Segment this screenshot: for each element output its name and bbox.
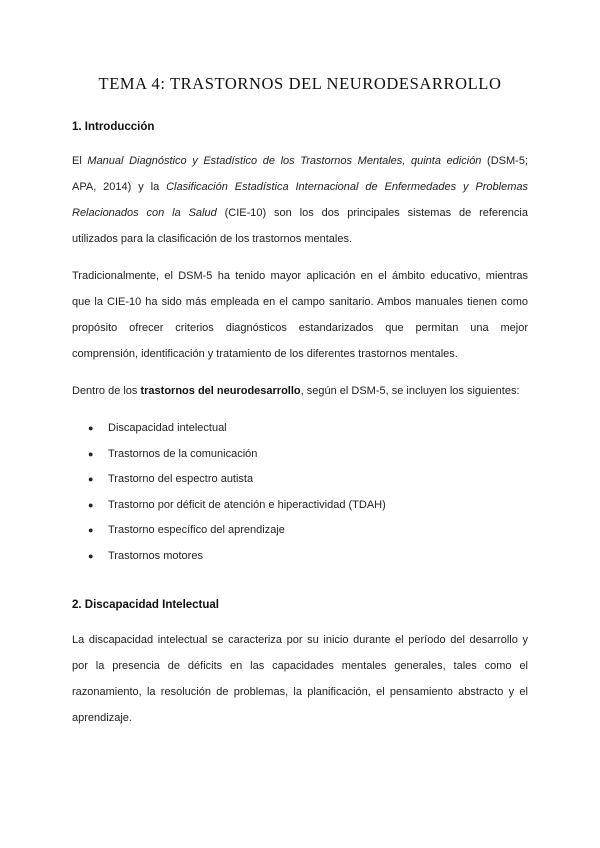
paragraph-line xyxy=(72,378,528,404)
list-item xyxy=(88,495,386,521)
paragraph-intro-2 xyxy=(72,263,528,367)
paragraph-line: aprendizaje. xyxy=(72,712,132,724)
disorders-list xyxy=(88,418,386,571)
paragraph-line: que la CIE-10 ha sido más empleada en el campo sanitario. Ambos manuales tienen como xyxy=(72,296,528,308)
paragraph-line: comprensión, identificación y tratamiento de los diferentes trastornos mentales. xyxy=(72,348,458,360)
section-heading-discapacidad-intelectual: 2. Discapacidad Intelectual xyxy=(72,599,220,611)
paragraph-line: razonamiento, la resolución de problemas, la planificación, el pensamiento abstracto y el xyxy=(72,686,528,698)
text-span: El xyxy=(72,155,88,167)
list-item-text: Trastorno por déficit de atención e hiperactividad (TDAH) xyxy=(108,498,386,511)
text-span: utilizados para la clasificación de los trastornos mentales. xyxy=(72,233,353,245)
text-span: (CIE-10) son los dos principales sistemas de referencia xyxy=(216,207,528,219)
list-item xyxy=(88,444,386,470)
text-span: (DSM-5; xyxy=(481,155,528,167)
paragraph-line: Tradicionalmente, el DSM-5 ha tenido mayor aplicación en el ámbito educativo, mientras xyxy=(72,270,528,282)
bullet-icon: ● xyxy=(88,525,94,535)
bullet-icon: ● xyxy=(88,474,94,484)
document-title: TEMA 4: TRASTORNOS DEL NEURODESARROLLO xyxy=(98,74,502,93)
text-span-italic: Clasificación Estadística Internacional de Enfermedades y Problemas xyxy=(166,181,528,193)
section-heading-introduccion: 1. Introducción xyxy=(72,121,155,133)
paragraph-line: propósito ofrecer criterios diagnósticos estandarizados que permitan una mejor xyxy=(72,322,528,334)
list-item-text: Discapacidad intelectual xyxy=(108,422,227,434)
paragraph-line xyxy=(72,174,528,200)
list-item xyxy=(88,418,386,444)
text-span-italic: Manual Diagnóstico y Estadístico de los Trastornos Mentales, quinta edición xyxy=(87,155,482,167)
list-item-text: Trastornos motores xyxy=(108,549,203,562)
text-span-italic: Relacionados con la Salud xyxy=(72,207,217,219)
paragraph-line xyxy=(72,200,528,226)
bullet-icon: ● xyxy=(88,550,94,561)
paragraph-line: por la presencia de déficits en las capacidades mentales generales, tales como el xyxy=(72,660,528,672)
text-span-bold: trastornos del neurodesarrollo xyxy=(140,385,301,397)
text-span: APA, 2014) y la xyxy=(72,181,167,193)
paragraph-discapacidad-1 xyxy=(72,627,528,731)
paragraph-line xyxy=(72,148,528,174)
text-span: , según el DSM-5, se incluyen los siguientes: xyxy=(300,385,520,397)
bullet-icon: ● xyxy=(88,448,94,459)
text-span: Dentro de los xyxy=(72,385,141,397)
bullet-icon: ● xyxy=(88,423,94,433)
list-item xyxy=(88,520,386,546)
list-item-text: Trastornos de la comunicación xyxy=(108,447,258,460)
paragraph-intro-3 xyxy=(72,378,528,404)
paragraph-intro-1 xyxy=(72,148,528,252)
paragraph-line: La discapacidad intelectual se caracteriza por su inicio durante el período del desarrollo y xyxy=(72,634,528,646)
paragraph-line xyxy=(72,226,528,252)
list-item-text: Trastorno del espectro autista xyxy=(108,473,254,485)
list-item xyxy=(88,546,386,572)
list-item-text: Trastorno específico del aprendizaje xyxy=(108,524,285,536)
bullet-icon: ● xyxy=(88,499,94,510)
list-item xyxy=(88,469,386,495)
